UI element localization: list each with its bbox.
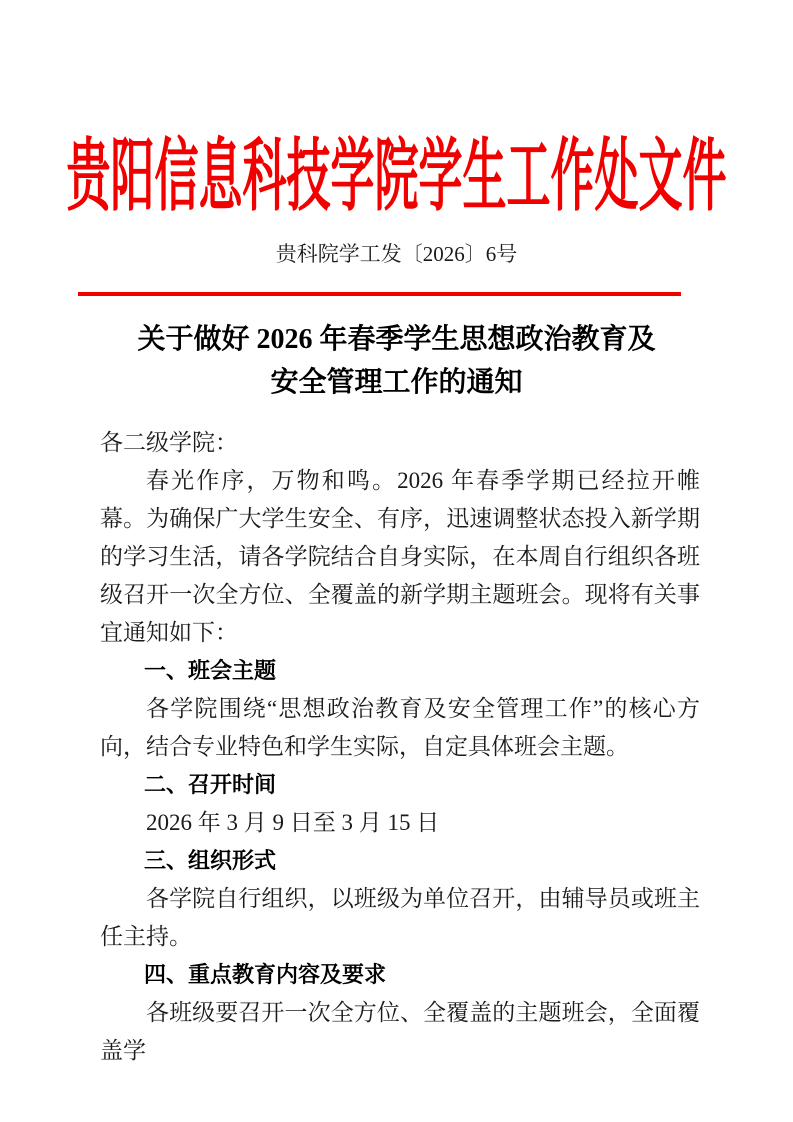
section-heading-1: 一、班会主题 <box>144 658 277 683</box>
paragraph-section-3: 各学院自行组织，以班级为单位召开，由辅导员或班主任主持。 <box>100 886 700 949</box>
salutation: 各二级学院： <box>100 430 238 455</box>
section-heading-2: 二、召开时间 <box>144 772 277 797</box>
paragraph-section-2: 2026 年 3 月 9 日至 3 月 15 日 <box>146 810 440 835</box>
paragraph-section-1: 各学院围绕“思想政治教育及安全管理工作”的核心方向，结合专业特色和学生实际，自定具体班会主题。 <box>100 696 700 759</box>
paragraph-intro: 春光作序，万物和鸣。2026 年春季学期已经拉开帷幕。为确保广大学生安全、有序，迅速调整状态投入新学期的学习生活，请各学院结合自身实际，在本周自行组织各班级召开一次全方位、全覆盖的新学期主题班会。现将有关事宜通知如下： <box>100 468 700 645</box>
notice-title-line2: 安全管理工作的通知 <box>270 367 523 398</box>
document-number: 贵科院学工发〔2026〕6号 <box>275 242 518 266</box>
document-body <box>100 424 700 1070</box>
section-heading-3: 三、组织形式 <box>144 848 277 873</box>
red-separator-line <box>78 292 681 296</box>
section-heading-4: 四、重点教育内容及要求 <box>144 962 387 987</box>
org-header-title: 贵阳信息科技学院学生工作处文件 <box>66 132 727 221</box>
notice-title <box>0 318 793 404</box>
notice-title-line1: 关于做好 2026 年春季学生思想政治教育及 <box>137 324 656 355</box>
paragraph-section-4: 各班级要召开一次全方位、全覆盖的主题班会，全面覆盖学 <box>100 1000 700 1063</box>
